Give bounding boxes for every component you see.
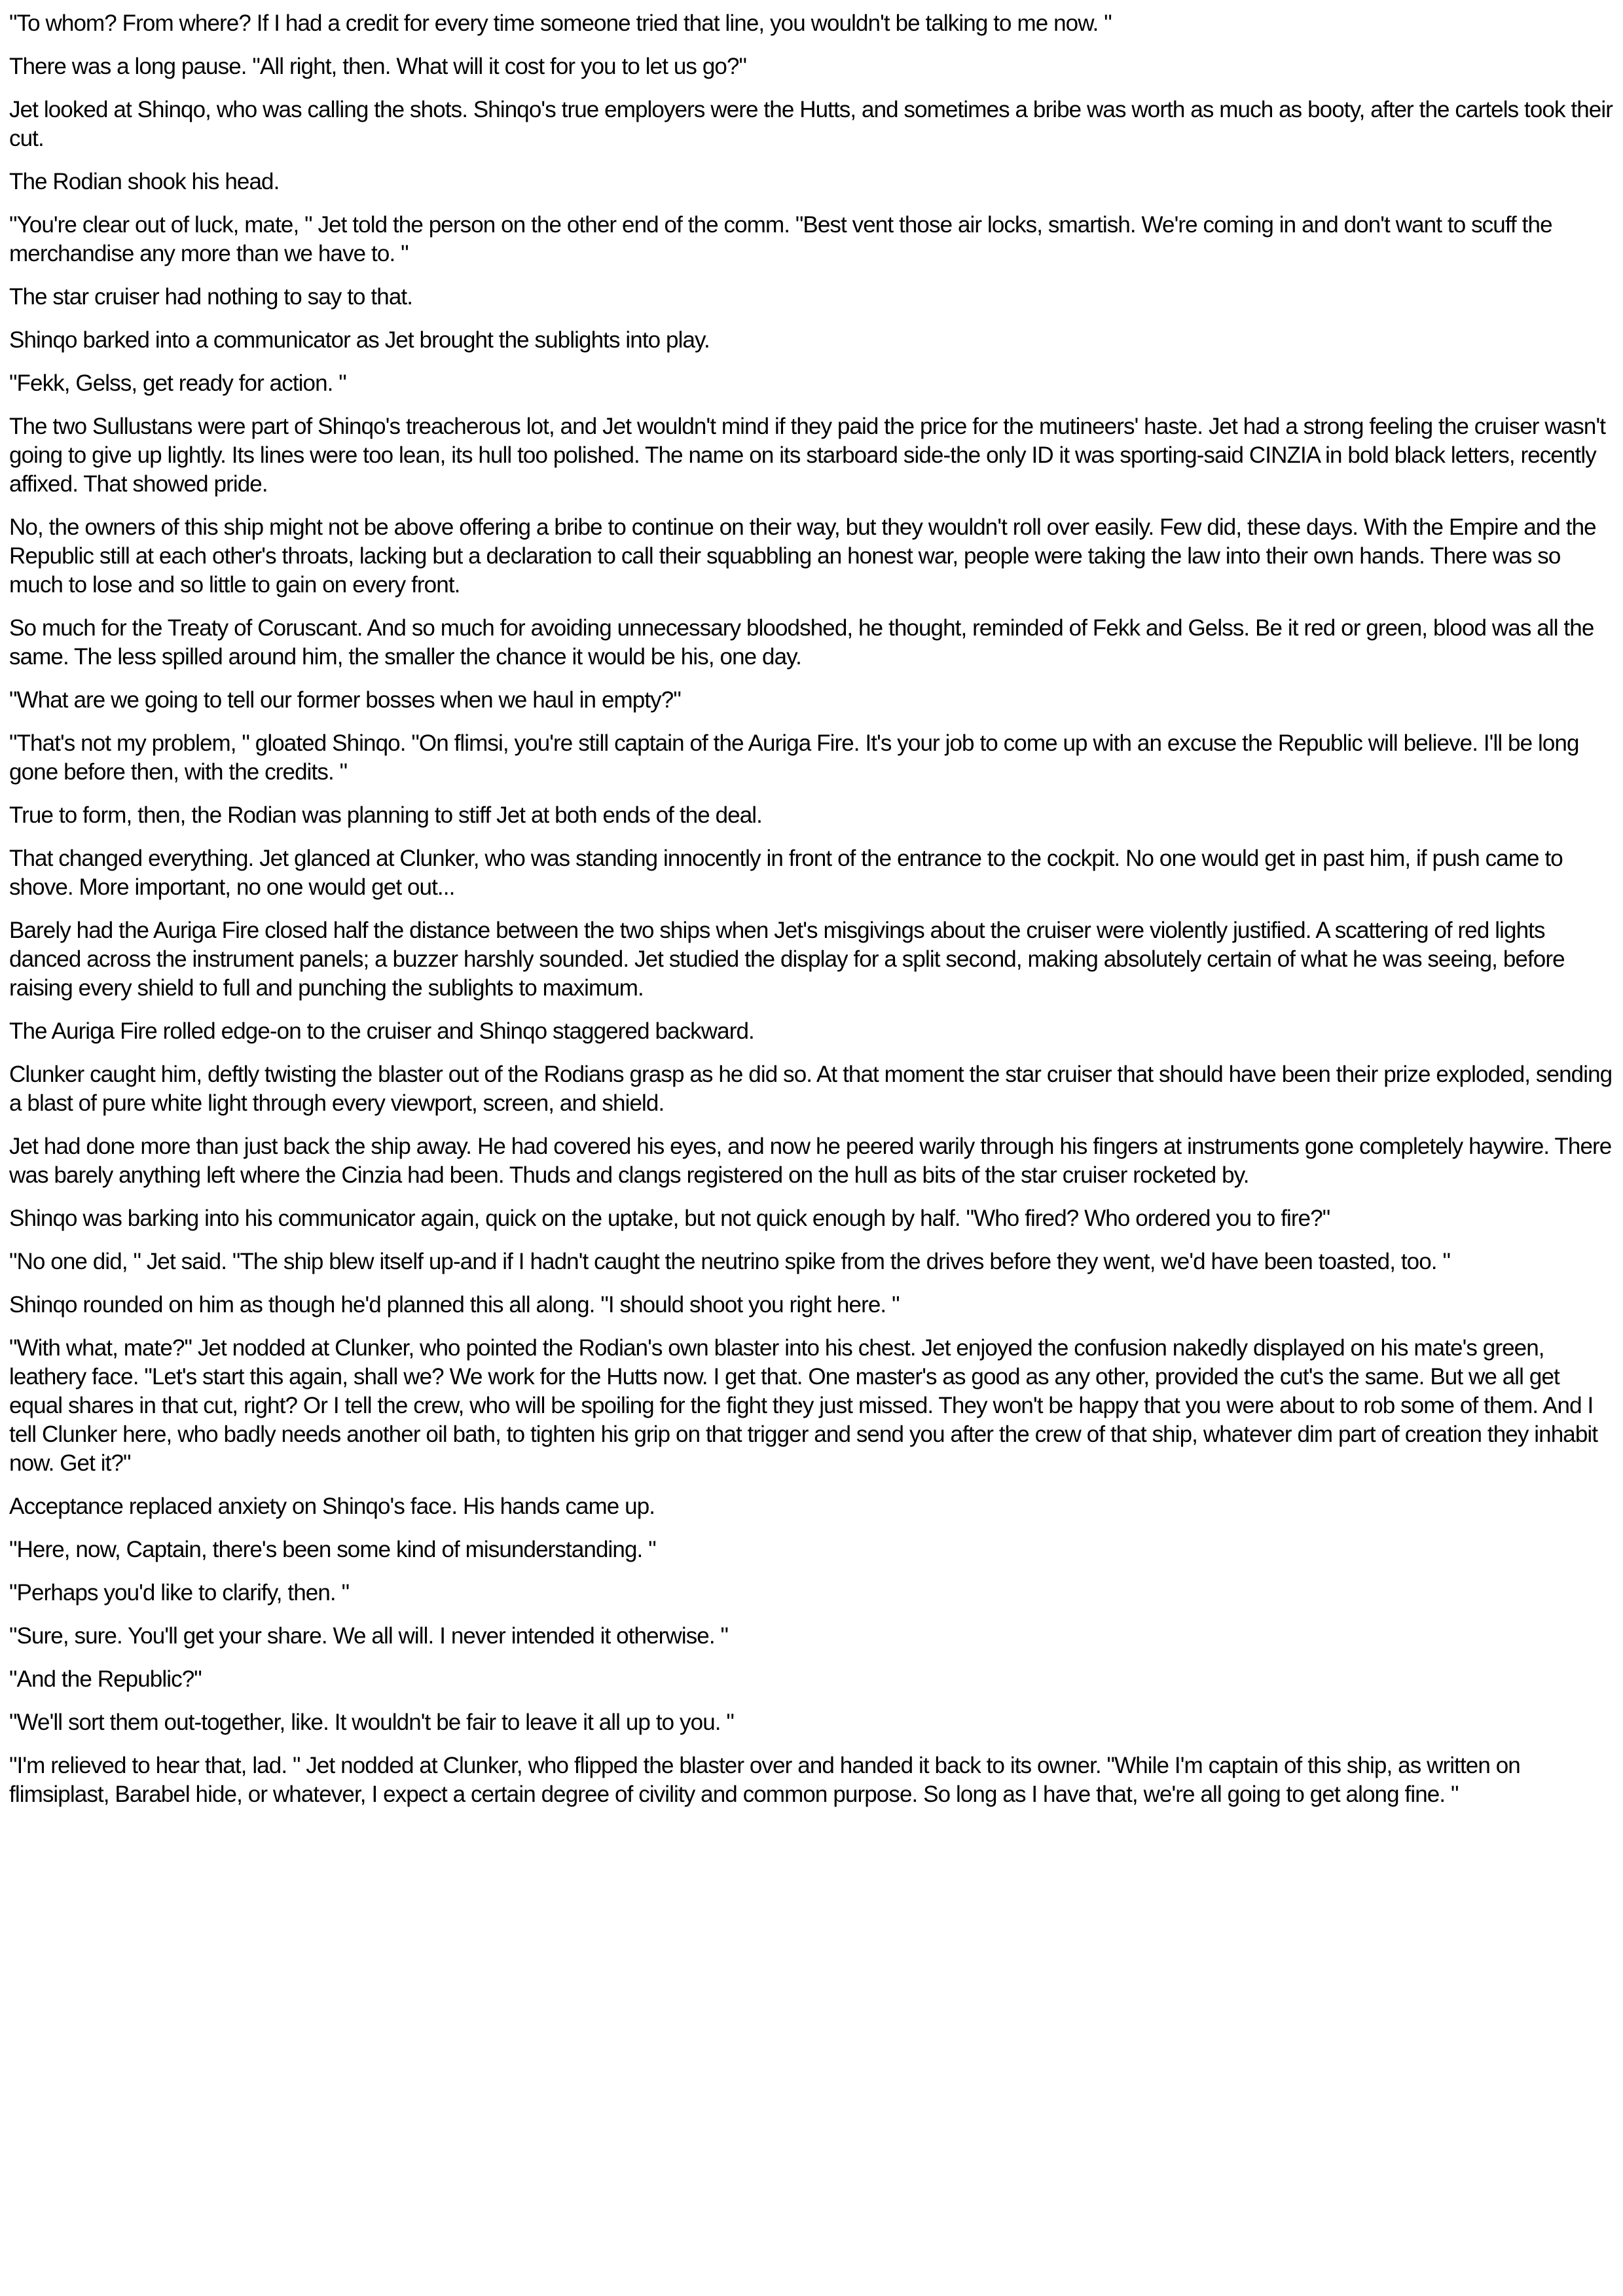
paragraph: "To whom? From where? If I had a credit for every time someone tried that line, you wouldn't be talking to me now. "	[9, 10, 1112, 36]
paragraph: True to form, then, the Rodian was planning to stiff Jet at both ends of the deal.	[9, 802, 763, 828]
paragraph: "We'll sort them out-together, like. It wouldn't be fair to leave it all up to you. "	[9, 1710, 734, 1735]
paragraph: "That's not my problem, " gloated Shinqo. "On flimsi, you're still captain of the Auriga Fire. It's your job to come up with an excuse the Republic will believe. I'll be long gone before then, with the credits. "	[9, 730, 1579, 785]
paragraph: Jet had done more than just back the ship away. He had covered his eyes, and now he peered warily through his fingers at instruments gone completely haywire. There was barely anything left where the Cinzia had been. Thuds and clangs registered on the hull as bits of the star cruiser rocketed by.	[9, 1134, 1612, 1188]
paragraph: "I'm relieved to hear that, lad. " Jet nodded at Clunker, who flipped the blaster over and handed it back to its owner. "While I'm captain of this ship, as written on flimsiplast, Barabel hide, or whatever, I expect a certain degree of civility and common purpose. So long as I have that, we're all going to get along fine. "	[9, 1753, 1520, 1807]
paragraph: No, the owners of this ship might not be above offering a bribe to continue on their way, but they wouldn't roll over easily. Few did, these days. With the Empire and the Republic still at each other's throats, lacking but a declaration to call their squabbling an honest war, people were taking the law into their own hands. There was so much to lose and so little to gain on every front.	[9, 514, 1596, 598]
paragraph: Barely had the Auriga Fire closed half the distance between the two ships when Jet's misgivings about the cruiser were violently justified. A scattering of red lights danced across the instrument panels; a buzzer harshly sounded. Jet studied the display for a split second, making absolutely certain of what he was seeing, before raising every shield to full and punching the sublights to maximum.	[9, 918, 1565, 1001]
paragraph: Jet looked at Shinqo, who was calling the shots. Shinqo's true employers were the Hutts, and sometimes a bribe was worth as much as booty, after the cartels took their cut.	[9, 97, 1613, 151]
paragraph: The star cruiser had nothing to say to that.	[9, 284, 413, 310]
paragraph: Shinqo rounded on him as though he'd planned this all along. "I should shoot you right here. "	[9, 1292, 900, 1318]
paragraph: Shinqo was barking into his communicator again, quick on the uptake, but not quick enough by half. "Who fired? Who ordered you to fire?"	[9, 1206, 1330, 1231]
paragraph: "Fekk, Gelss, get ready for action. "	[9, 370, 346, 396]
paragraph: "Perhaps you'd like to clarify, then. "	[9, 1580, 350, 1605]
paragraph: Shinqo barked into a communicator as Jet brought the sublights into play.	[9, 327, 710, 353]
paragraph: The Auriga Fire rolled edge-on to the cruiser and Shinqo staggered backward.	[9, 1018, 754, 1044]
paragraph: The Rodian shook his head.	[9, 169, 280, 194]
paragraph: "Here, now, Captain, there's been some kind of misunderstanding. "	[9, 1537, 656, 1562]
paragraph: Clunker caught him, deftly twisting the blaster out of the Rodians grasp as he did so. At that moment the star cruiser that should have been their prize exploded, sending a blast of pure white light through every viewport, screen, and shield.	[9, 1062, 1613, 1116]
paragraph: There was a long pause. "All right, then. What will it cost for you to let us go?"	[9, 54, 747, 79]
paragraph: "You're clear out of luck, mate, " Jet told the person on the other end of the comm. "Best vent those air locks, smartish. We're coming in and don't want to scuff the merchandise any more than we have to. "	[9, 212, 1552, 266]
paragraph: Acceptance replaced anxiety on Shinqo's face. His hands came up.	[9, 1494, 655, 1519]
paragraph: "What are we going to tell our former bosses when we haul in empty?"	[9, 687, 681, 713]
paragraph: "No one did, " Jet said. "The ship blew itself up-and if I hadn't caught the neutrino spike from the drives before they went, we'd have been toasted, too. "	[9, 1249, 1450, 1274]
paragraph: "With what, mate?" Jet nodded at Clunker, who pointed the Rodian's own blaster into his chest. Jet enjoyed the confusion nakedly displayed on his mate's green, leathery face. "Let's start this again, shall we? We work for the Hutts now. I get that. One master's as good as any other, provided the cut's the same. But we all get equal shares in that cut, right? Or I tell the crew, who will be spoiling for the fight they just missed. They won't be happy that you were about to rob some of them. And I tell Clunker here, who badly needs another oil bath, to tighten his grip on that trigger and send you after the crew of that ship, whatever dim part of creation they inhabit now. Get it?"	[9, 1335, 1598, 1476]
paragraph: That changed everything. Jet glanced at Clunker, who was standing innocently in front of the entrance to the cockpit. No one would get in past him, if push came to shove. More important, no one would get out...	[9, 846, 1563, 900]
paragraph: So much for the Treaty of Coruscant. And so much for avoiding unnecessary bloodshed, he thought, reminded of Fekk and Gelss. Be it red or green, blood was all the same. The less spilled around him, the smaller the chance it would be his, one day.	[9, 615, 1594, 670]
paragraph: The two Sullustans were part of Shinqo's treacherous lot, and Jet wouldn't mind if they paid the price for the mutineers' haste. Jet had a strong feeling the cruiser wasn't going to give up lightly. Its lines were too lean, its hull too polished. The name on its starboard side-the only ID it was sporting-said CINZIA in bold black letters, recently affixed. That showed pride.	[9, 414, 1606, 497]
paragraph: "And the Republic?"	[9, 1666, 202, 1692]
paragraph: "Sure, sure. You'll get your share. We all will. I never intended it otherwise. "	[9, 1623, 729, 1649]
